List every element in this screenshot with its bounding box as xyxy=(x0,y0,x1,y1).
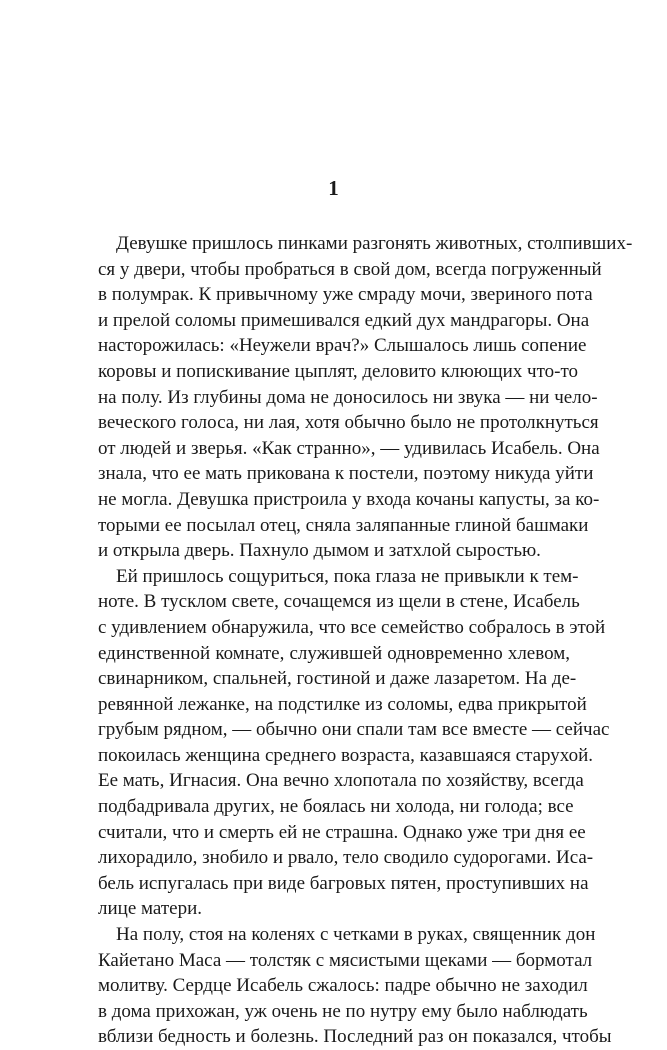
text-line: лице матери. xyxy=(98,898,202,920)
paragraph xyxy=(98,922,612,1050)
text-line: ревянной лежанке, на подстилке из соломы, едва прикрытой xyxy=(98,693,587,715)
text-line: считали, что и смерть ей не страшна. Однако уже три дня ее xyxy=(98,821,586,843)
text-line: бель испугалась при виде багровых пятен, проступивших на xyxy=(98,872,589,894)
text-line: покоилась женщина среднего возраста, казавшаяся старухой. xyxy=(98,744,593,766)
text-line: с удивлением обнаружила, что все семейство собралось в этой xyxy=(98,616,606,638)
text-line: вблизи бедность и болезнь. Последний раз он показался, чтобы xyxy=(98,1026,612,1048)
text-line: торыми ее посылал отец, сняла заляпанные глиной башмаки xyxy=(98,514,589,536)
body-text xyxy=(98,231,633,1050)
text-line: Ее мать, Игнасия. Она вечно хлопотала по хозяйству, всегда xyxy=(98,770,584,792)
text-line: Кайетано Маса — толстяк с мясистыми щеками — бормотал xyxy=(98,949,593,971)
text-line: ноте. В тусклом свете, сочащемся из щели в стене, Исабель xyxy=(98,591,580,613)
text-line: На полу, стоя на коленях с четками в руках, священник дон xyxy=(116,924,596,946)
text-line: знала, что ее мать прикована к постели, поэтому никуда уйти xyxy=(98,463,594,485)
text-line: не могла. Девушка пристроила у входа кочаны капусты, за ко- xyxy=(98,488,600,510)
text-line: единственной комнате, служившей одновременно хлевом, xyxy=(98,642,570,664)
text-line: Ей пришлось сощуриться, пока глаза не привыкли к тем- xyxy=(116,565,579,587)
text-line: насторожилась: «Неужели врач?» Слышалось лишь сопение xyxy=(98,335,587,357)
text-line: грубым рядном, — обычно они спали там все вместе — сейчас xyxy=(98,719,610,741)
text-line: свинарником, спальней, гостиной и даже лазаретом. На де- xyxy=(98,668,577,690)
text-line: и прелой соломы примешивался едкий дух мандрагоры. Она xyxy=(98,309,590,331)
text-line: и открыла дверь. Пахнуло дымом и затхлой сыростью. xyxy=(98,540,541,562)
text-line: на полу. Из глубины дома не доносилось ни звука — ни чело- xyxy=(98,386,598,408)
text-line: в полумрак. К привычному уже смраду мочи, звериного пота xyxy=(98,284,593,306)
text-line: молитву. Сердце Исабель сжалось: падре обычно не заходил xyxy=(98,975,588,997)
text-line: ся у двери, чтобы пробраться в свой дом, всегда погруженный xyxy=(98,258,602,280)
text-line: коровы и попискивание цыплят, деловито клюющих что-то xyxy=(98,360,579,382)
paragraph xyxy=(98,564,610,922)
paragraph xyxy=(98,231,633,564)
text-line: лихорадило, знобило и рвало, тело сводило судорогами. Иса- xyxy=(98,847,594,869)
text-line: подбадривала других, не боялась ни холода, ни голода; все xyxy=(98,796,574,818)
text-line: в дома прихожан, уж очень не по нутру ему было наблюдать xyxy=(98,1000,588,1022)
text-line: от людей и зверья. «Как странно», — удивилась Исабель. Она xyxy=(98,437,600,459)
text-line: веческого голоса, ни лая, хотя обычно было не протолкнуться xyxy=(98,412,599,434)
chapter-number: 1 xyxy=(328,176,339,200)
text-line: Девушке пришлось пинками разгонять животных, столпивших- xyxy=(116,233,633,254)
